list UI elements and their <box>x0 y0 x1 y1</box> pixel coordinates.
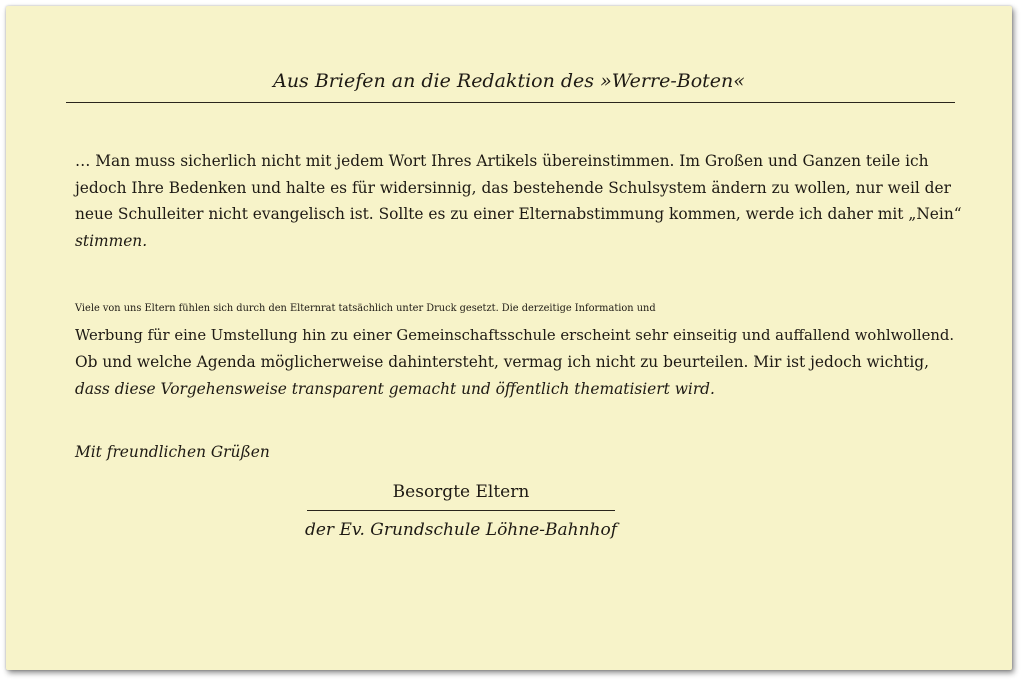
letter-card <box>6 6 1012 670</box>
paragraph-line: jedoch Ihre Bedenken und halte es für widersinnig, das bestehende Schulsystem ändern zu wollen, nur weil der <box>75 178 951 197</box>
signature-name: Besorgte Eltern <box>392 482 530 502</box>
paragraph-1 <box>75 148 962 254</box>
signature-divider <box>307 510 615 511</box>
paragraph-line: dass diese Vorgehensweise transparent gemacht und öffentlich thematisiert wird. <box>75 379 715 398</box>
paragraph-line: neue Schulleiter nicht evangelisch ist. Sollte es zu einer Elternabstimmung kommen, werde ich daher mit „Nein“ <box>75 205 962 224</box>
paragraph-line: stimmen. <box>75 231 148 250</box>
paragraph-line: Ob und welche Agenda möglicherweise dahintersteht, vermag ich nicht zu beurteilen. Mir ist jedoch wichtig, <box>75 353 930 372</box>
closing-salutation: Mit freundlichen Grüßen <box>75 443 270 461</box>
signature-organization: der Ev. Grundschule Löhne-Bahnhof <box>304 520 618 540</box>
paragraph-line: … Man muss sicherlich nicht mit jedem Wort Ihres Artikels übereinstimmen. Im Großen und Ganzen teile ich <box>75 152 929 170</box>
paragraph-line: Werbung für eine Umstellung hin zu einer Gemeinschaftsschule erscheint sehr einseitig und auffallend wohlwollend. <box>75 326 955 344</box>
letter-headline: Aus Briefen an die Redaktion des »Werre-Boten« <box>273 70 745 92</box>
paragraph-2 <box>75 296 954 402</box>
paragraph-line: Viele von uns Eltern fühlen sich durch den Elternrat tatsächlich unter Druck gesetzt. Die derzeitige Information und <box>75 303 656 314</box>
headline-divider <box>66 102 955 103</box>
